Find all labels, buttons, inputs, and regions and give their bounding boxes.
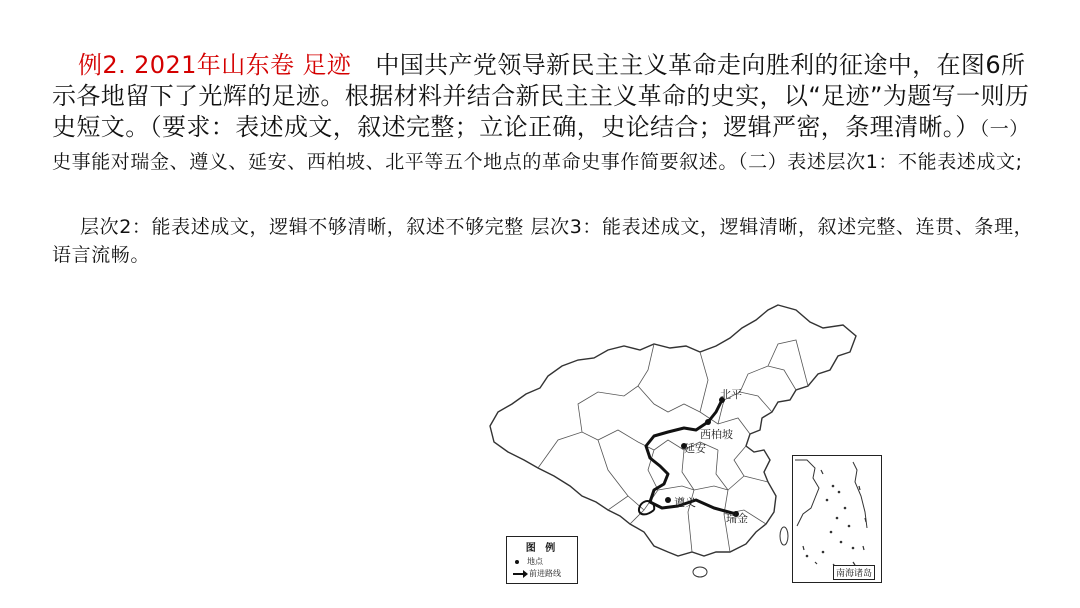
legend-route-label: 前进路线 xyxy=(529,569,561,578)
legend-row-place xyxy=(513,557,577,566)
inset-graphic xyxy=(793,456,881,582)
yanan-label: 延安 xyxy=(684,442,706,455)
legend-row-route xyxy=(513,569,577,578)
beiping-label: 北平 xyxy=(720,388,742,401)
inset-label: 南海诸岛 xyxy=(833,565,875,580)
scoring-criteria-1: （一）史事能对瑞金、遵义、延安、西柏坡、北平等五个地点的革命史事作简要叙述。（二）表述层次1：不能表述成文; xyxy=(52,118,1029,173)
legend-title: 图 例 xyxy=(525,543,559,554)
ruijin-label: 瑞金 xyxy=(726,512,748,525)
question-prompt: 中国共产党领导新民主主义革命走向胜利的征途中，在图6所示各地留下了光辉的足迹。根据材料并结合新民主主义革命的史实，以“足迹”为题写一则历史短文。（要求：表述成文，叙述完整；立论正确，史论结合；逻辑严密，条理清晰。） xyxy=(52,51,1030,141)
scoring-criteria-2: 层次2：能表述成文，逻辑不够清晰，叙述不够完整 层次3：能表述成文，逻辑清晰，叙述完整、连贯、条理，语言流畅。 xyxy=(52,216,1034,266)
zunyi-marker xyxy=(665,497,671,503)
xibaipo-marker xyxy=(705,419,711,425)
south-china-sea-inset xyxy=(792,455,882,583)
legend-place-label: 地点 xyxy=(527,557,543,566)
xibaipo-label: 西柏坡 xyxy=(700,428,733,441)
arrow-icon xyxy=(513,573,525,575)
question-text xyxy=(52,50,1042,178)
zunyi-label: 遵义 xyxy=(674,496,696,509)
map-legend xyxy=(506,536,578,584)
hainan-island xyxy=(693,567,707,577)
question-prefix: 例2. 2021年山东卷 足迹 xyxy=(78,51,352,79)
taiwan-island xyxy=(780,527,788,545)
dot-icon xyxy=(515,560,519,564)
